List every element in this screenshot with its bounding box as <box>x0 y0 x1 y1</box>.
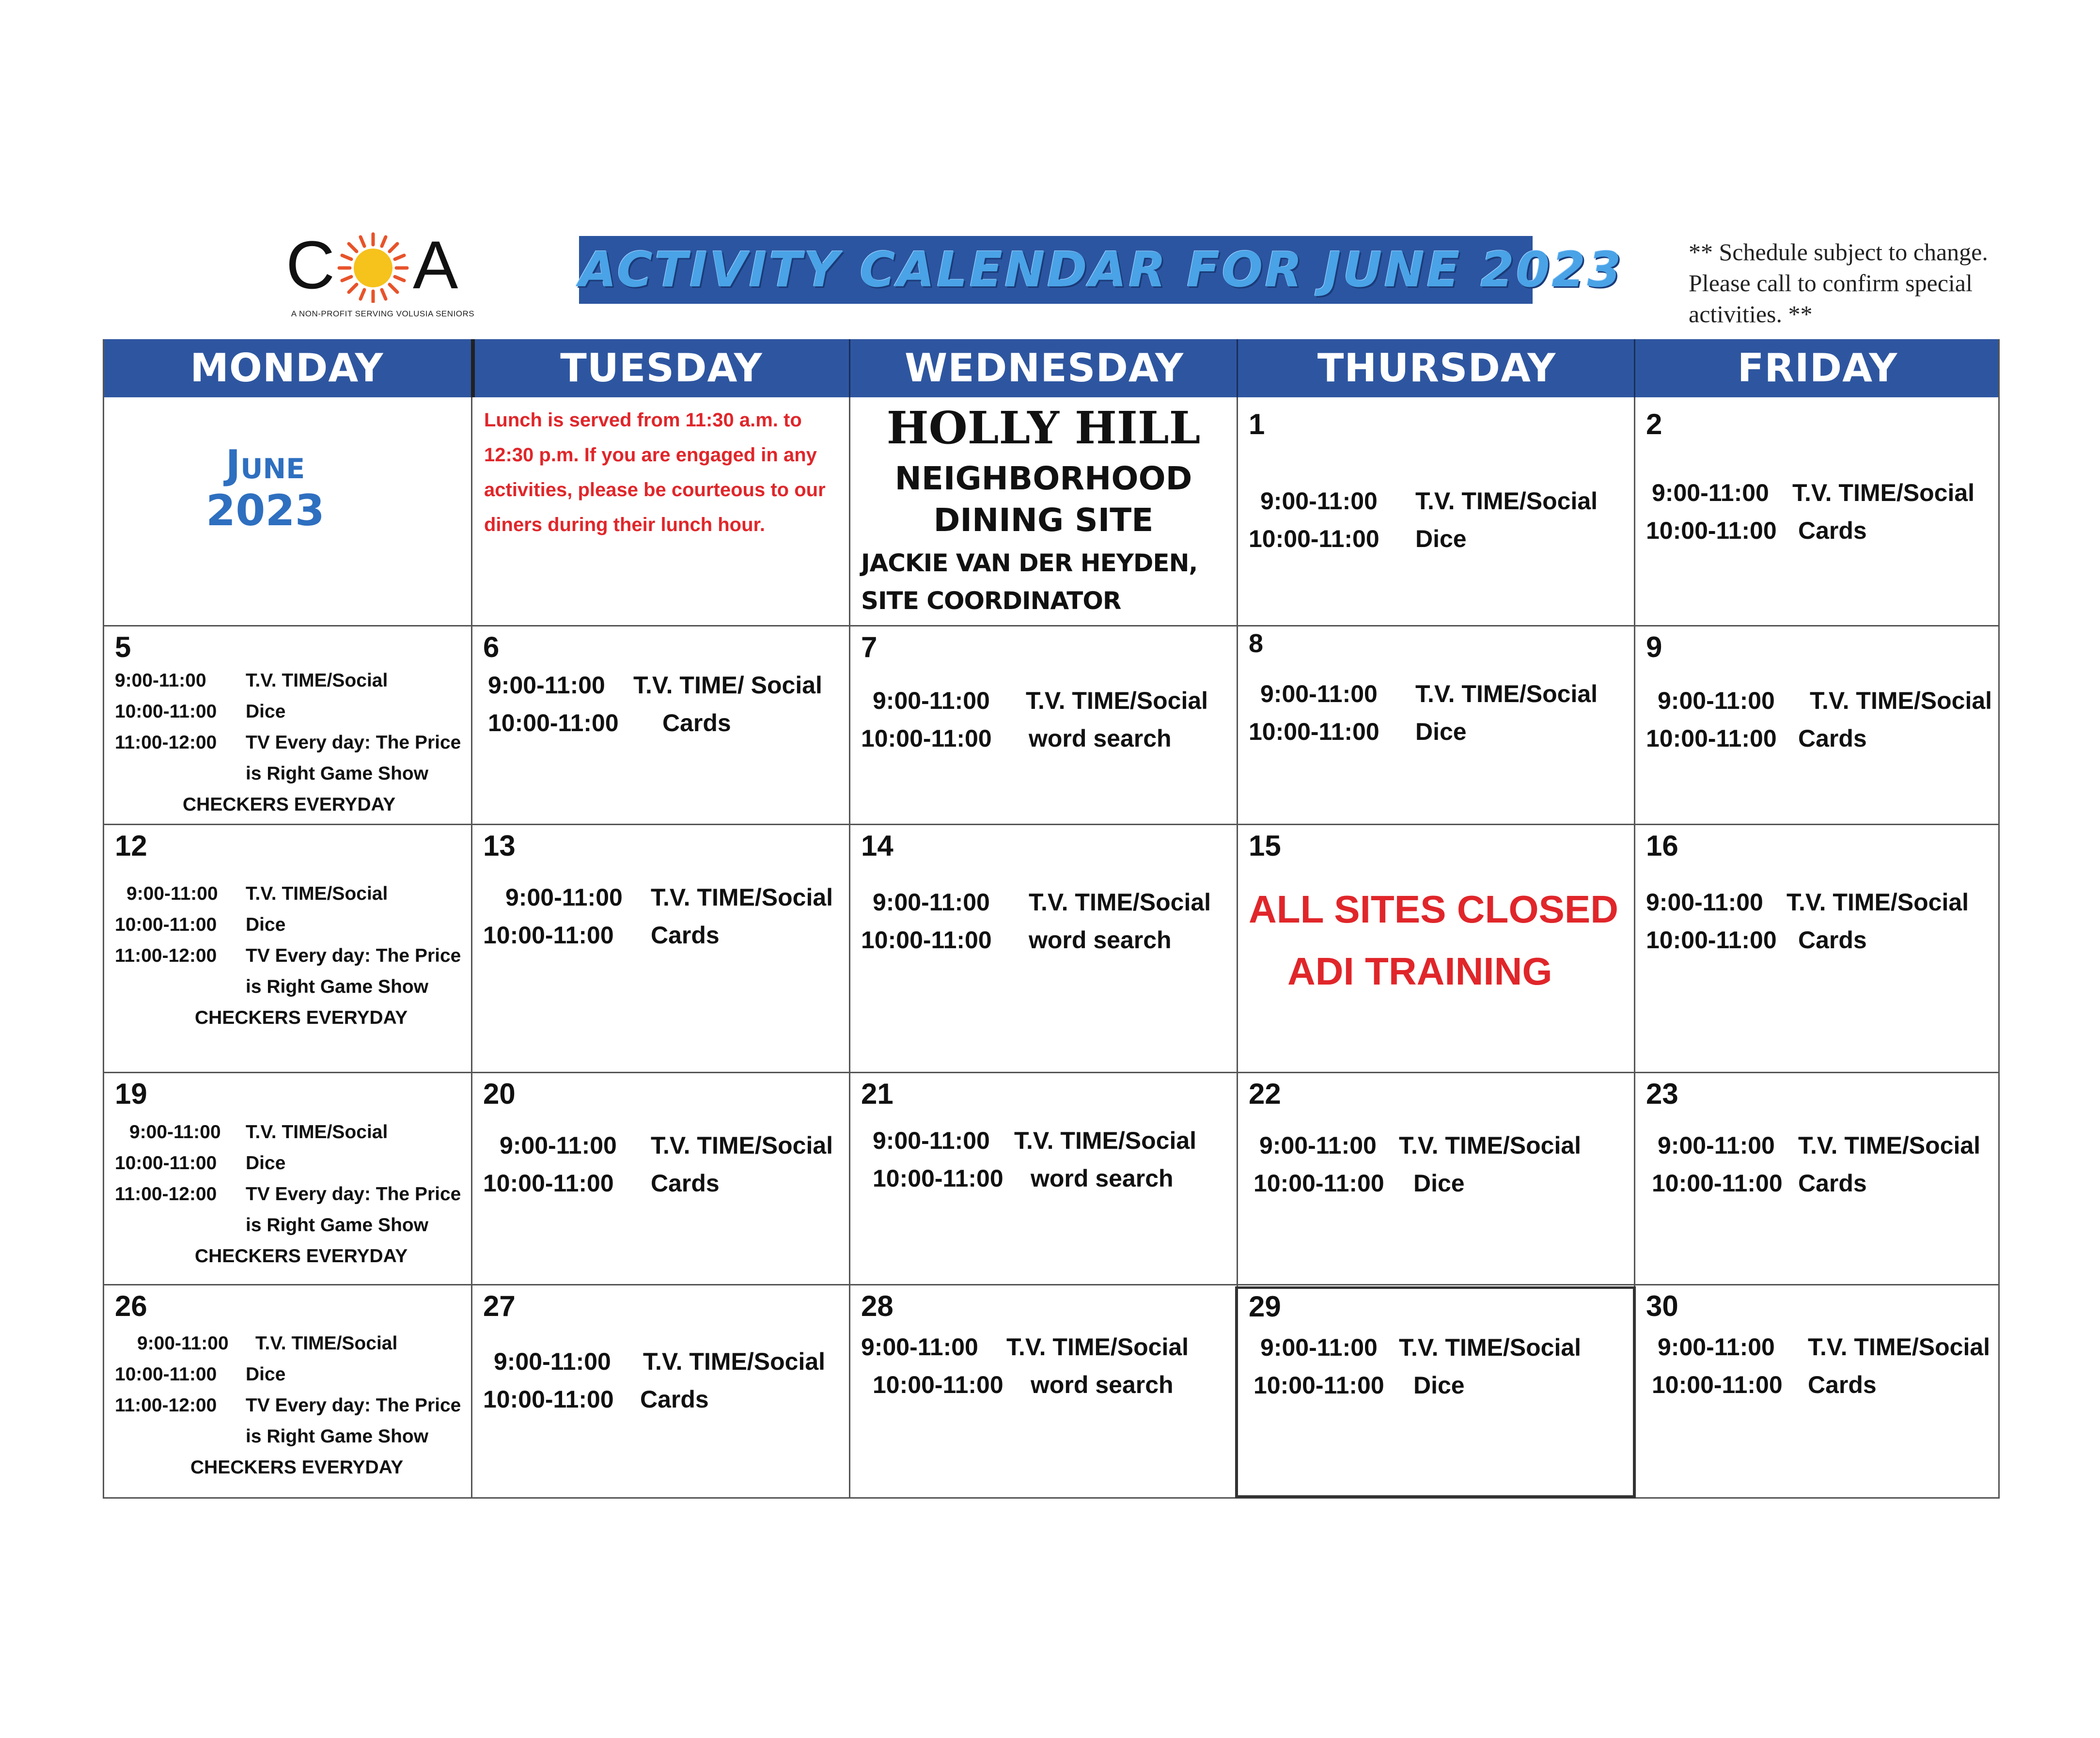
day-cell-29 <box>1238 1289 1633 1495</box>
day-number: 20 <box>483 1078 516 1110</box>
activity-time: 9:00-11:00 <box>1652 479 1769 506</box>
day-number: 19 <box>115 1078 147 1110</box>
checkers-note: CHECKERS EVERYDAY <box>195 1246 408 1267</box>
header-thursday: THURSDAY <box>1317 345 1556 391</box>
activity-time: 10:00-11:00 <box>873 1371 1003 1398</box>
activity-name: Cards <box>651 922 720 949</box>
logo-tagline: A NON-PROFIT SERVING VOLUSIA SENIORS <box>291 309 475 318</box>
day-number: 14 <box>861 830 893 862</box>
activity-time: 9:00-11:00 <box>861 1333 978 1361</box>
activity-list <box>861 883 1211 959</box>
site-line2-3 <box>850 458 1237 541</box>
activity-list <box>115 665 461 820</box>
activity-time: 10:00-11:00 <box>1254 1170 1384 1197</box>
activity-name: T.V. TIME/Social <box>643 1348 826 1375</box>
day-cell-5 <box>104 626 471 824</box>
activity-time: 10:00-11:00 <box>483 922 614 949</box>
activity-name: T.V. TIME/Social <box>1399 1334 1582 1361</box>
activity-list <box>115 1328 461 1483</box>
site-line2: NEIGHBORHOOD <box>894 460 1192 497</box>
day-number: 22 <box>1249 1078 1281 1110</box>
activity-name: Dice <box>1415 718 1467 745</box>
activity-time: 10:00-11:00 <box>115 914 217 935</box>
activity-name: T.V. TIME/Social <box>1792 479 1975 506</box>
header-tuesday: TUESDAY <box>560 345 763 391</box>
header-wednesday: WEDNESDAY <box>904 345 1184 391</box>
activity-name: T.V. TIME/ Social <box>633 672 822 699</box>
day-cell-22 <box>1238 1073 1634 1284</box>
day-cell-23 <box>1635 1073 1998 1284</box>
day-number: 5 <box>115 631 131 663</box>
page-title: ACTIVITY CALENDAR FOR JUNE 2023 <box>579 241 1623 298</box>
activity-time: 10:00-11:00 <box>1646 725 1777 752</box>
site-coordinator: JACKIE VAN DER HEYDEN, <box>861 549 1198 577</box>
checkers-note: CHECKERS EVERYDAY <box>190 1457 404 1478</box>
activity-time: 9:00-11:00 <box>488 672 605 699</box>
header-monday: MONDAY <box>190 345 384 391</box>
activity-time: 11:00-12:00 <box>115 1184 217 1205</box>
activity-name: T.V. TIME/Social <box>1415 680 1598 707</box>
activity-name: T.V. TIME/Social <box>255 1333 398 1354</box>
activity-continued: is Right Game Show <box>246 1426 429 1447</box>
activity-list <box>1646 883 1969 959</box>
activity-time: 10:00-11:00 <box>873 1165 1003 1192</box>
activity-list <box>115 878 461 1033</box>
day-cell-28 <box>850 1285 1237 1497</box>
day-cell-14 <box>850 825 1237 1072</box>
activity-continued: is Right Game Show <box>246 1215 429 1236</box>
lunch-note: Lunch is served from 11:30 a.m. to 12:30 p.m. If you are engaged in any activities, please be courteous to our diners during their lunch hour. <box>484 409 826 535</box>
activity-time: 10:00-11:00 <box>861 725 992 752</box>
activity-time: 10:00-11:00 <box>115 701 217 722</box>
activity-time: 10:00-11:00 <box>1646 926 1777 954</box>
activity-time: 9:00-11:00 <box>1658 1333 1775 1361</box>
activity-time: 9:00-11:00 <box>500 1132 617 1159</box>
activity-time: 9:00-11:00 <box>1259 1132 1377 1159</box>
activity-name: TV Every day: The Price <box>246 945 461 966</box>
activity-list <box>1646 682 1992 757</box>
day-cell-30 <box>1635 1285 1998 1497</box>
day-cell-1 <box>1238 399 1634 625</box>
sun-icon <box>339 234 407 302</box>
activity-name: T.V. TIME/Social <box>1798 1132 1981 1159</box>
day-cell-13 <box>472 825 849 1072</box>
day-number: 9 <box>1646 631 1662 663</box>
activity-time: 10:00-11:00 <box>1254 1372 1384 1399</box>
activity-name: word search <box>1031 1371 1174 1398</box>
day-number: 2 <box>1646 408 1662 440</box>
day-number: 15 <box>1249 830 1281 862</box>
activity-name: Cards <box>662 709 731 736</box>
activity-time: 9:00-11:00 <box>126 883 218 904</box>
day-number: 30 <box>1646 1290 1678 1322</box>
activity-time: 9:00-11:00 <box>873 1127 990 1154</box>
activity-time: 9:00-11:00 <box>1658 1132 1775 1159</box>
activity-name: Cards <box>651 1170 720 1197</box>
day-cell-6 <box>472 626 849 824</box>
activity-list <box>1249 482 1598 558</box>
activity-time: 9:00-11:00 <box>1658 687 1775 714</box>
activity-time: 10:00-11:00 <box>861 926 992 954</box>
activity-time: 11:00-12:00 <box>115 1395 217 1416</box>
activity-list <box>1646 474 1975 549</box>
activity-list <box>483 878 833 954</box>
day-number: 8 <box>1249 629 1264 658</box>
activity-list <box>1249 1127 1581 1202</box>
day-number: 1 <box>1249 408 1265 440</box>
activity-name: T.V. TIME/Social <box>1787 889 1969 916</box>
day-number: 26 <box>115 1290 147 1322</box>
cell-lunch-note <box>472 399 849 625</box>
activity-name: T.V. TIME/Social <box>651 1132 833 1159</box>
activity-name: T.V. TIME/Social <box>1415 487 1598 515</box>
activity-name: word search <box>1031 1165 1174 1192</box>
checkers-note: CHECKERS EVERYDAY <box>183 794 396 815</box>
checkers-note: CHECKERS EVERYDAY <box>195 1007 408 1028</box>
site-role: SITE COORDINATOR <box>861 587 1121 615</box>
activity-name: T.V. TIME/Social <box>246 883 388 904</box>
activity-time: 10:00-11:00 <box>1249 718 1379 745</box>
day-cell-7 <box>850 626 1237 824</box>
activity-name: T.V. TIME/Social <box>1399 1132 1582 1159</box>
activity-time: 10:00-11:00 <box>483 1170 614 1197</box>
activity-name: Cards <box>640 1386 709 1413</box>
activity-time: 10:00-11:00 <box>488 709 619 736</box>
activity-time: 10:00-11:00 <box>1652 1371 1783 1398</box>
activity-name: word search <box>1029 725 1172 752</box>
activity-name: word search <box>1029 926 1172 954</box>
activity-time: 9:00-11:00 <box>494 1348 611 1375</box>
activity-list <box>115 1117 461 1272</box>
training-notice: ADI TRAINING <box>1287 950 1552 993</box>
activity-name: Dice <box>1413 1170 1465 1197</box>
day-cell-8 <box>1238 626 1634 824</box>
activity-name: Cards <box>1798 1170 1867 1197</box>
activity-time: 9:00-11:00 <box>873 687 990 714</box>
activity-name: TV Every day: The Price <box>246 732 461 753</box>
cell-site-info <box>850 399 1237 625</box>
day-number: 29 <box>1249 1290 1281 1323</box>
day-number: 27 <box>483 1290 516 1322</box>
logo-letter-c: C <box>286 230 335 303</box>
site-name: HOLLY HILL <box>886 402 1201 454</box>
day-number: 21 <box>861 1078 893 1110</box>
day-number: 13 <box>483 830 516 862</box>
site-coordinator-block <box>861 544 1197 620</box>
day-cell-27 <box>472 1285 849 1497</box>
day-number: 7 <box>861 631 878 663</box>
activity-time: 9:00-11:00 <box>1646 889 1763 916</box>
activity-time: 9:00-11:00 <box>129 1122 221 1143</box>
activity-name: Dice <box>246 701 286 722</box>
activity-name: Dice <box>246 914 286 935</box>
day-cell-26 <box>104 1285 471 1497</box>
day-cell-12 <box>104 825 471 1072</box>
activity-name: T.V. TIME/Social <box>651 884 833 911</box>
day-number: 23 <box>1646 1078 1678 1110</box>
day-cell-9 <box>1635 626 1998 824</box>
activity-list <box>483 1127 833 1202</box>
activity-time: 10:00-11:00 <box>483 1386 614 1413</box>
activity-list <box>861 682 1208 757</box>
activity-name: Cards <box>1798 517 1867 544</box>
cell-june-title <box>104 399 471 625</box>
day-cell-15 <box>1238 825 1634 1072</box>
day-cell-20 <box>472 1073 849 1284</box>
activity-time: 10:00-11:00 <box>1652 1170 1783 1197</box>
activity-list <box>1646 1127 1980 1202</box>
activity-time: 9:00-11:00 <box>1260 487 1378 515</box>
activity-list <box>1249 1329 1581 1404</box>
day-number: 12 <box>115 830 147 862</box>
activity-name: Dice <box>246 1364 286 1385</box>
activity-name: T.V. TIME/Social <box>246 670 388 691</box>
activity-time: 11:00-12:00 <box>115 732 217 753</box>
activity-time: 9:00-11:00 <box>1260 680 1378 707</box>
day-cell-16 <box>1635 825 1998 1072</box>
activity-list <box>1249 675 1598 751</box>
activity-time: 10:00-11:00 <box>115 1153 217 1174</box>
activity-name: Cards <box>1808 1371 1877 1398</box>
closed-notice: ALL SITES CLOSED <box>1249 888 1619 931</box>
day-number: 6 <box>483 631 500 663</box>
site-line3: DINING SITE <box>933 501 1154 539</box>
weekday-header <box>103 339 2000 397</box>
day-cell-21 <box>850 1073 1237 1284</box>
header-friday: FRIDAY <box>1737 345 1898 391</box>
activity-time: 10:00-11:00 <box>1646 517 1777 544</box>
activity-continued: is Right Game Show <box>246 976 429 997</box>
activity-time: 9:00-11:00 <box>115 670 206 691</box>
activity-name: Dice <box>1413 1372 1465 1399</box>
activity-time: 9:00-11:00 <box>137 1333 229 1354</box>
activity-name: TV Every day: The Price <box>246 1395 461 1416</box>
activity-name: Dice <box>246 1153 286 1174</box>
title-banner <box>579 236 1623 304</box>
coa-logo <box>271 230 494 327</box>
activity-name: T.V. TIME/Social <box>1006 1333 1189 1361</box>
activity-name: Dice <box>1415 525 1467 552</box>
coa-logo-icon <box>286 230 480 303</box>
activity-name: Cards <box>1798 725 1867 752</box>
schedule-note: ** Schedule subject to change. Please call to confirm special activities. ** <box>1689 238 1988 328</box>
day-cell-2 <box>1635 399 1998 625</box>
day-number: 28 <box>861 1290 893 1322</box>
activity-name: T.V. TIME/Social <box>1026 687 1208 714</box>
activity-name: T.V. TIME/Social <box>246 1122 388 1143</box>
activity-list <box>488 666 822 742</box>
activity-name: T.V. TIME/Social <box>1014 1127 1197 1154</box>
logo-letter-a: A <box>413 230 458 303</box>
activity-time: 10:00-11:00 <box>1249 525 1379 552</box>
activity-continued: is Right Game Show <box>246 763 429 784</box>
activity-time: 10:00-11:00 <box>115 1364 217 1385</box>
activity-time: 9:00-11:00 <box>505 884 623 911</box>
day-cell-19 <box>104 1073 471 1284</box>
june-title-month: June <box>225 442 305 488</box>
activity-time: 9:00-11:00 <box>873 889 990 916</box>
activity-name: T.V. TIME/Social <box>1808 1333 1990 1361</box>
activity-name: TV Every day: The Price <box>246 1184 461 1205</box>
activity-name: T.V. TIME/Social <box>1029 889 1211 916</box>
activity-list <box>861 1328 1189 1404</box>
activity-list <box>483 1343 825 1418</box>
activity-name: Cards <box>1798 926 1867 954</box>
activity-list <box>861 1122 1196 1197</box>
activity-list <box>1646 1328 1990 1404</box>
activity-name: T.V. TIME/Social <box>1810 687 1992 714</box>
june-title-year: 2023 <box>206 485 325 535</box>
activity-time: 11:00-12:00 <box>115 945 217 966</box>
activity-time: 9:00-11:00 <box>1260 1334 1378 1361</box>
day-number: 16 <box>1646 830 1678 862</box>
